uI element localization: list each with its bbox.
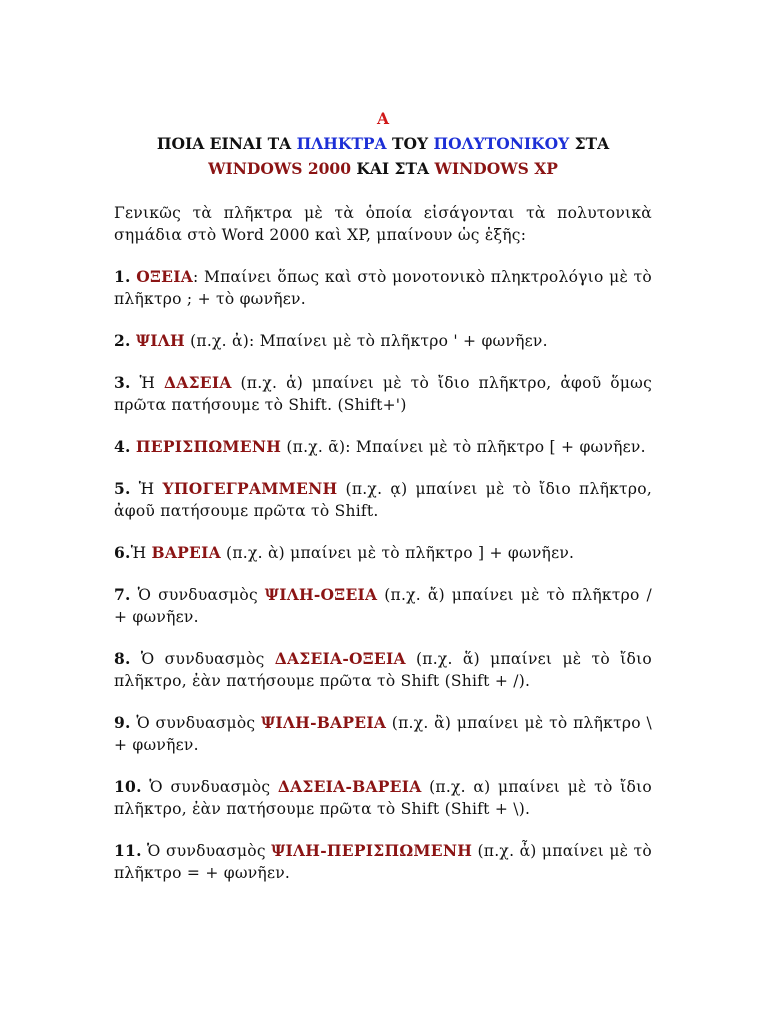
item-description: (π.χ. ᾳ) μπαίνει μὲ τὸ ἴδιο πλῆκτρο, ἀφοῦ πατήσουμε πρῶτα τὸ Shift. bbox=[114, 480, 652, 520]
item-term: ΠΕΡΙΣΠΩΜΕΝΗ bbox=[135, 437, 282, 456]
item-description: (π.χ. ἄ) μπαίνει μὲ τὸ πλῆκτρο / + φωνῆεν. bbox=[114, 586, 653, 626]
item-term: ΨΙΛΗ bbox=[135, 331, 185, 350]
list-item bbox=[114, 478, 652, 522]
items-list bbox=[114, 266, 652, 884]
item-description: (π.χ. ἀ): Μπαίνει μὲ τὸ πλῆκτρο ' + φωνῆεν. bbox=[184, 332, 548, 350]
document-page bbox=[114, 106, 652, 900]
item-number: 7. bbox=[114, 585, 131, 604]
item-term: ΔΑΣΕΙΑ-ΒΑΡΕΙΑ bbox=[277, 777, 422, 796]
list-item bbox=[114, 266, 652, 310]
item-term: ΔΑΣΕΙΑ bbox=[164, 373, 232, 392]
item-description: (π.χ. ἁ) μπαίνει μὲ τὸ ἴδιο πλῆκτρο, ἀφοῦ ὅμως πρῶτα πατήσουμε τὸ Shift. (Shift+') bbox=[114, 374, 652, 414]
item-number: 1. bbox=[114, 267, 131, 286]
heading-line-1 bbox=[114, 131, 652, 156]
item-prefix: Ὁ συνδυασμὸς bbox=[130, 586, 265, 604]
item-number: 2. bbox=[114, 331, 131, 350]
heading-line-2 bbox=[114, 156, 652, 181]
heading-text: ΣΤΑ bbox=[569, 134, 610, 153]
item-description: (π.χ. ἂ) μπαίνει μὲ τὸ πλῆκτρο \ + φωνῆεν. bbox=[114, 714, 652, 754]
item-number: 9. bbox=[114, 713, 131, 732]
heading-text: ΠΟΙΑ ΕΙΝΑΙ ΤΑ bbox=[156, 134, 297, 153]
item-number: 10. bbox=[114, 777, 142, 796]
list-item bbox=[114, 542, 652, 564]
heading-text: ΤΟΥ bbox=[386, 134, 434, 153]
item-number: 3. bbox=[114, 373, 131, 392]
heading-keys-word: ΠΛΗΚΤΡΑ bbox=[296, 134, 387, 153]
intro-paragraph: Γενικῶς τὰ πλῆκτρα μὲ τὰ ὁποία εἰσάγονται τὰ πολυτονικὰ σημάδια στὸ Word 2000 καὶ XP, μπαίνουν ὡς ἑξῆς: bbox=[114, 204, 652, 244]
heading-text: ΚΑΙ ΣΤΑ bbox=[350, 159, 435, 178]
item-term: ΟΞΕΙΑ bbox=[136, 267, 193, 286]
list-item bbox=[114, 712, 652, 756]
item-number: 6. bbox=[114, 543, 131, 562]
list-item bbox=[114, 840, 652, 884]
item-prefix: Ὁ συνδυασμὸς bbox=[130, 714, 261, 732]
item-number: 11. bbox=[114, 841, 142, 860]
list-item bbox=[114, 776, 652, 820]
list-item bbox=[114, 372, 652, 416]
item-description: : Μπαίνει ὅπως καὶ στὸ μονοτονικὸ πληκτρολόγιο μὲ τὸ πλῆκτρο ; + τὸ φωνῆεν. bbox=[114, 268, 652, 308]
item-description: (π.χ. ὰ) μπαίνει μὲ τὸ πλῆκτρο ] + φωνῆεν. bbox=[220, 544, 575, 562]
item-term: ΨΙΛΗ-ΠΕΡΙΣΠΩΜΕΝΗ bbox=[271, 841, 473, 860]
list-item bbox=[114, 436, 652, 458]
list-item bbox=[114, 648, 652, 692]
item-term: ΨΙΛΗ-ΒΑΡΕΙΑ bbox=[261, 713, 387, 732]
document-heading bbox=[114, 106, 652, 181]
heading-letter: Α bbox=[376, 109, 390, 128]
heading-windows-xp: WINDOWS XP bbox=[434, 159, 558, 178]
list-item bbox=[114, 584, 652, 628]
heading-windows-2000: WINDOWS 2000 bbox=[208, 159, 351, 178]
item-description: (π.χ. ᾶ): Μπαίνει μὲ τὸ πλῆκτρο [ + φωνῆεν. bbox=[281, 438, 646, 456]
item-term: ΥΠΟΓΕΓΡΑΜΜΕΝΗ bbox=[162, 479, 338, 498]
item-prefix: Ἡ bbox=[130, 480, 163, 498]
item-term: ΒΑΡΕΙΑ bbox=[151, 543, 221, 562]
item-description: (π.χ. α) μπαίνει μὲ τὸ ἴδιο πλῆκτρο, ἐὰν πατήσουμε πρῶτα τὸ Shift (Shift + \). bbox=[114, 778, 652, 818]
item-prefix: Ὁ συνδυασμὸς bbox=[141, 842, 272, 860]
item-number: 5. bbox=[114, 479, 131, 498]
item-number: 4. bbox=[114, 437, 131, 456]
item-prefix: Ὁ συνδυασμὸς bbox=[130, 650, 275, 668]
item-number: 8. bbox=[114, 649, 131, 668]
heading-polytonic-word: ΠΟΛΥΤΟΝΙΚΟΥ bbox=[433, 134, 570, 153]
list-item bbox=[114, 330, 652, 352]
item-term: ΔΑΣΕΙΑ-ΟΞΕΙΑ bbox=[274, 649, 406, 668]
item-description: (π.χ. ἆ) μπαίνει μὲ τὸ πλῆκτρο = + φωνῆεν. bbox=[114, 842, 652, 882]
item-prefix: Ἡ bbox=[130, 374, 165, 392]
item-term: ΨΙΛΗ-ΟΞΕΙΑ bbox=[264, 585, 378, 604]
item-prefix: Ὁ συνδυασμὸς bbox=[141, 778, 278, 796]
item-prefix: Ἡ bbox=[130, 544, 152, 562]
item-description: (π.χ. ἅ) μπαίνει μὲ τὸ ἴδιο πλῆκτρο, ἐὰν πατήσουμε πρῶτα τὸ Shift (Shift + /). bbox=[114, 650, 652, 690]
